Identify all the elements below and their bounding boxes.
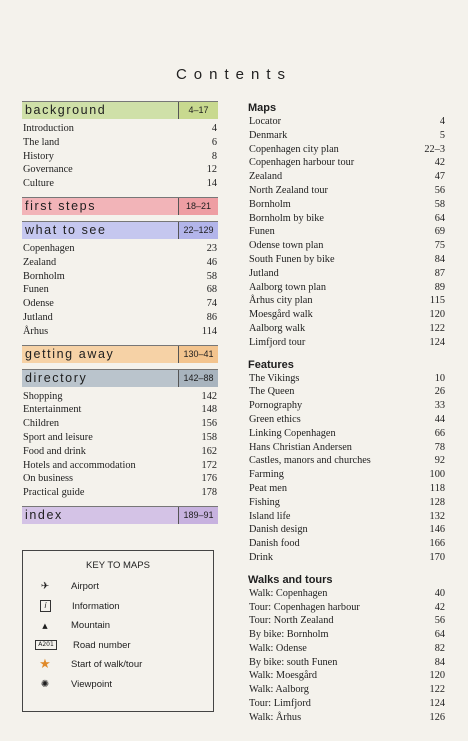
contents-entry[interactable] [248, 212, 446, 226]
entry-title: Jutland [23, 311, 53, 323]
contents-entry[interactable] [22, 177, 218, 191]
contents-entry[interactable] [248, 441, 446, 455]
entry-page: 176 [201, 473, 217, 485]
entry-title: Fishing [249, 496, 280, 508]
contents-entry[interactable] [248, 510, 446, 524]
entry-page: 114 [201, 325, 217, 337]
entry-title: Introduction [23, 123, 74, 134]
entry-page: 23 [206, 242, 217, 254]
entry-title: Tour: North Zealand [249, 615, 334, 627]
section-label: index [22, 507, 218, 524]
section-header-what-to-see[interactable] [22, 221, 218, 239]
entry-title: Walk: Copenhagen [249, 587, 328, 599]
contents-entry[interactable] [22, 136, 218, 150]
contents-entry[interactable] [22, 431, 218, 445]
contents-entry[interactable] [248, 669, 446, 683]
entry-title: Moesgård walk [249, 309, 313, 321]
entry-title: Aalborg town plan [249, 281, 327, 293]
entry-title: By bike: south Funen [249, 656, 338, 668]
entry-page: 12 [206, 164, 217, 176]
key-label: Mountain [71, 620, 111, 632]
contents-entry[interactable] [248, 322, 446, 336]
section-header-background[interactable] [22, 101, 218, 119]
entry-page: 92 [434, 455, 445, 467]
entry-title: Walk: Odense [249, 642, 307, 654]
entry-page: 58 [206, 270, 217, 282]
entry-title: Green ethics [249, 413, 301, 425]
contents-entry[interactable] [22, 445, 218, 459]
entry-page: 100 [429, 469, 445, 481]
entry-title: Culture [23, 178, 54, 190]
contents-entry[interactable] [248, 170, 446, 184]
entry-page: 148 [201, 404, 217, 416]
contents-entry[interactable] [22, 270, 218, 284]
entry-page: 75 [434, 240, 445, 252]
entry-title: Funen [249, 226, 275, 238]
entry-page: 82 [434, 642, 445, 654]
entry-page: 69 [434, 226, 445, 238]
contents-entry[interactable] [22, 459, 218, 473]
contents-entry[interactable] [248, 697, 446, 711]
entry-title: The Vikings [249, 372, 300, 384]
entry-title: Odense town plan [249, 240, 324, 252]
entry-title: Zealand [249, 171, 283, 183]
entry-page: 26 [434, 386, 445, 398]
entry-title: South Funen by bike [249, 253, 335, 265]
key-title: KEY TO MAPS [86, 560, 150, 571]
section-heading: Features [248, 358, 294, 371]
section-label: directory [22, 370, 218, 387]
entry-title: The land [23, 136, 60, 148]
entry-title: Food and drink [23, 445, 86, 457]
contents-entry[interactable] [22, 297, 218, 311]
entry-page: 40 [434, 587, 445, 599]
entry-page: 74 [206, 298, 217, 310]
entry-title: Castles, manors and churches [249, 455, 371, 467]
entry-title: Bornholm [23, 270, 65, 282]
entry-page: 146 [429, 524, 445, 536]
contents-entry[interactable] [248, 614, 446, 628]
entry-title: Shopping [23, 390, 63, 402]
mountain-icon: ▲ [42, 621, 48, 630]
entry-page: 33 [434, 400, 445, 412]
contents-entry[interactable] [248, 468, 446, 482]
contents-entry[interactable] [248, 413, 446, 427]
entry-title: Limfjord tour [249, 336, 306, 348]
start-star-icon: ★ [39, 657, 51, 673]
entry-page: 22–3 [424, 143, 445, 155]
entry-page: 4 [439, 116, 445, 127]
entry-page: 120 [429, 670, 445, 682]
entry-title: Tour: Limfjord [249, 698, 311, 710]
entry-page: 124 [429, 698, 445, 710]
entry-page: 156 [201, 418, 217, 430]
maps-features-walks-column [248, 101, 446, 733]
entry-title: Walk: Moesgård [249, 670, 318, 682]
entry-page: 162 [201, 445, 217, 457]
entry-title: Danish food [249, 538, 300, 550]
entry-title: Odense [23, 298, 54, 310]
section-label: getting away [22, 346, 218, 363]
contents-entry[interactable] [22, 417, 218, 431]
entry-title: Zealand [23, 256, 57, 268]
entry-title: Hotels and accommodation [23, 459, 136, 471]
entry-page: 64 [434, 629, 445, 641]
entry-title: Locator [249, 116, 282, 127]
key-label: Road number [73, 639, 131, 651]
entry-page: 124 [429, 336, 445, 348]
entry-page: 120 [429, 309, 445, 321]
entry-page: 122 [429, 684, 445, 696]
entry-title: Hans Christian Andersen [249, 441, 352, 453]
contents-entry[interactable] [22, 242, 218, 256]
entry-title: History [23, 150, 54, 162]
contents-entry[interactable] [248, 711, 446, 725]
contents-entry[interactable] [22, 163, 218, 177]
entry-page: 5 [439, 129, 445, 141]
contents-entry[interactable] [248, 537, 446, 551]
entry-page: 158 [201, 431, 217, 443]
contents-entry[interactable] [248, 143, 446, 157]
section-item-list [22, 390, 218, 500]
contents-entry[interactable] [248, 683, 446, 697]
key-label: Viewpoint [71, 678, 113, 690]
contents-entry[interactable] [22, 325, 218, 339]
contents-entry[interactable] [248, 253, 446, 267]
entry-title: Bornholm [249, 198, 291, 210]
key-item [23, 616, 213, 636]
entry-page: 122 [429, 322, 445, 334]
entry-page: 6 [211, 136, 217, 148]
entry-page: 86 [206, 311, 217, 323]
section-header-index[interactable] [22, 506, 218, 524]
page-title: Contents [175, 66, 293, 83]
contents-entry[interactable] [248, 184, 446, 198]
entry-title: Practical guide [23, 487, 85, 499]
contents-entry[interactable] [248, 336, 446, 350]
contents-entry[interactable] [248, 308, 446, 322]
contents-entry[interactable] [248, 523, 446, 537]
entry-page: 89 [434, 281, 445, 293]
entry-title: Linking Copenhagen [249, 427, 336, 439]
entry-title: Tour: Copenhagen harbour [249, 601, 360, 613]
entry-title: Bornholm by bike [249, 212, 324, 224]
entry-page: 84 [434, 656, 445, 668]
entry-page: 115 [429, 295, 445, 307]
entry-page: 178 [201, 487, 217, 499]
entry-page: 84 [434, 253, 445, 265]
entry-title: Denmark [249, 129, 288, 141]
contents-entry[interactable] [248, 239, 446, 253]
contents-entry[interactable] [248, 628, 446, 642]
entry-title: Children [23, 418, 60, 430]
entry-title: Walk: Aalborg [249, 684, 309, 696]
section-page-range: 189–91 [178, 507, 218, 524]
entry-page: 14 [206, 178, 217, 190]
entry-page: 87 [434, 267, 445, 279]
contents-entry[interactable] [248, 587, 446, 601]
entry-page: 56 [434, 184, 445, 196]
contents-entry[interactable] [22, 486, 218, 500]
airport-icon: ✈ [40, 581, 50, 593]
key-label: Start of walk/tour [71, 659, 143, 671]
contents-entry[interactable] [22, 390, 218, 404]
section-item-list [22, 242, 218, 339]
contents-entry[interactable] [248, 294, 446, 308]
key-label: Information [72, 600, 120, 612]
section-header-directory[interactable] [22, 369, 218, 387]
contents-entry[interactable] [248, 656, 446, 670]
contents-entry[interactable] [248, 601, 446, 615]
section-page-range: 130–41 [178, 346, 218, 363]
contents-entry[interactable] [22, 311, 218, 325]
section-item-list [22, 122, 218, 191]
entry-page: 126 [429, 711, 445, 723]
section-page-range: 22–129 [178, 222, 218, 239]
contents-entry[interactable] [22, 472, 218, 486]
contents-entry[interactable] [22, 122, 218, 136]
contents-entry[interactable] [248, 198, 446, 212]
entry-page: 170 [429, 551, 445, 563]
entry-page: 47 [434, 171, 445, 183]
key-item [23, 636, 213, 656]
section-header-first-steps[interactable] [22, 197, 218, 215]
entry-title: Drink [249, 551, 274, 563]
information-icon: i [40, 600, 51, 612]
section-features [248, 358, 446, 565]
entry-title: Sport and leisure [23, 431, 93, 443]
entry-title: The Queen [249, 386, 295, 398]
key-to-maps [22, 550, 214, 712]
contents-entry[interactable] [248, 115, 446, 129]
contents-entry[interactable] [22, 256, 218, 270]
key-item [23, 597, 213, 617]
entry-page: 68 [206, 284, 217, 296]
entry-page: 166 [429, 538, 445, 550]
entry-title: North Zealand tour [249, 184, 328, 196]
contents-entry[interactable] [248, 454, 446, 468]
entry-page: 42 [434, 157, 445, 169]
contents-sections-column [22, 101, 218, 524]
contents-entry[interactable] [248, 496, 446, 510]
entry-title: Danish design [249, 524, 308, 536]
section-label: background [22, 102, 218, 119]
section-walks-and-tours [248, 573, 446, 725]
section-header-getting-away[interactable] [22, 345, 218, 363]
entry-title: Copenhagen city plan [249, 143, 339, 155]
contents-entry[interactable] [248, 225, 446, 239]
entry-title: Farming [249, 469, 284, 481]
entry-title: Governance [23, 164, 73, 176]
contents-entry[interactable] [248, 129, 446, 143]
entry-title: On business [23, 473, 74, 485]
entry-page: 128 [429, 496, 445, 508]
entry-page: 46 [206, 256, 217, 268]
section-page-range: 142–88 [178, 370, 218, 387]
entry-title: Island life [249, 510, 291, 522]
contents-entry[interactable] [248, 399, 446, 413]
entry-page: 8 [211, 150, 217, 162]
contents-entry[interactable] [248, 551, 446, 565]
section-label: what to see [22, 222, 218, 239]
entry-page: 142 [201, 390, 217, 402]
section-page-range: 18–21 [178, 198, 218, 215]
entry-title: Pornography [249, 400, 303, 412]
section-maps [248, 101, 446, 350]
contents-entry[interactable] [248, 372, 446, 386]
entry-title: Walk: Århus [249, 711, 302, 723]
entry-title: Entertainment [23, 404, 82, 416]
entry-page: 42 [434, 601, 445, 613]
contents-entry[interactable] [248, 281, 446, 295]
section-heading: Maps [248, 102, 277, 114]
contents-entry[interactable] [248, 267, 446, 281]
entry-title: Funen [23, 284, 49, 296]
entry-title: Århus [23, 325, 49, 337]
entry-page: 44 [434, 413, 445, 425]
contents-entry[interactable] [22, 283, 218, 297]
entry-page: 172 [201, 459, 217, 471]
entry-title: Peat men [249, 482, 288, 494]
road-number-icon: A201 [35, 640, 57, 650]
section-label: first steps [22, 198, 218, 215]
key-label: Airport [71, 581, 99, 593]
key-item [23, 675, 213, 695]
entry-title: Jutland [249, 267, 279, 279]
contents-entry[interactable] [248, 427, 446, 441]
contents-entry[interactable] [248, 642, 446, 656]
entry-page: 66 [434, 427, 445, 439]
section-page-range: 4–17 [178, 102, 218, 119]
contents-entry[interactable] [248, 482, 446, 496]
contents-entry[interactable] [248, 385, 446, 399]
contents-entry[interactable] [248, 156, 446, 170]
contents-entry[interactable] [22, 403, 218, 417]
entry-page: 58 [434, 198, 445, 210]
entry-title: Aalborg walk [249, 322, 306, 334]
entry-title: Copenhagen [23, 242, 75, 254]
section-heading: Walks and tours [248, 573, 333, 586]
entry-page: 78 [434, 441, 445, 453]
entry-page: 118 [429, 482, 445, 494]
entry-title: Copenhagen harbour tour [249, 157, 355, 169]
entry-page: 10 [434, 372, 445, 384]
entry-title: By bike: Bornholm [249, 629, 329, 641]
entry-page: 4 [211, 123, 217, 134]
key-item [23, 577, 213, 597]
key-item [23, 655, 213, 675]
contents-entry[interactable] [22, 150, 218, 164]
viewpoint-icon: ✺ [40, 678, 50, 690]
entry-page: 56 [434, 615, 445, 627]
entry-page: 64 [434, 212, 445, 224]
entry-page: 132 [429, 510, 445, 522]
entry-title: Århus city plan [249, 295, 313, 307]
